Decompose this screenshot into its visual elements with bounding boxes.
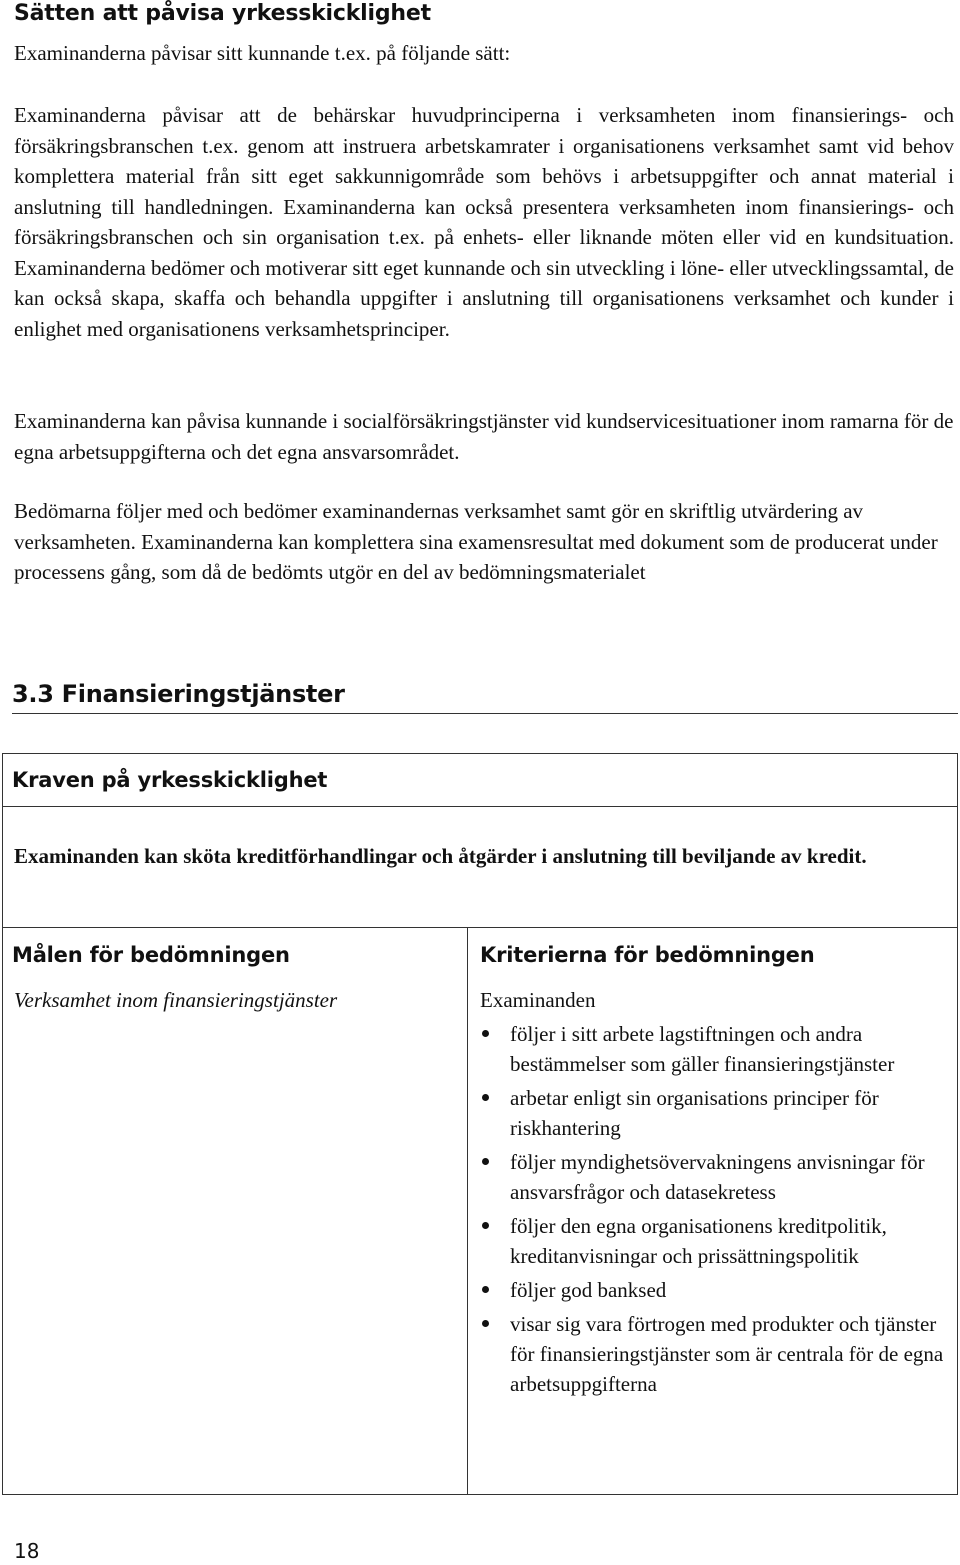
criteria-intro: Examinanden bbox=[480, 988, 596, 1012]
criteria-item: följer god banksed bbox=[480, 1275, 950, 1305]
criteria-item: arbetar enligt sin organisations principer för riskhantering bbox=[480, 1083, 950, 1143]
criteria-item: visar sig vara förtrogen med produkter och tjänster för finansieringstjänster som är centrala för de egna arbetsuppgifterna bbox=[480, 1309, 950, 1399]
paragraph-social-insurance: Examinanderna kan påvisa kunnande i socialförsäkringstjänster vid kundservicesituationer inom ramarna för de egna arbetsuppgifterna och det egna ansvarsområdet. bbox=[14, 409, 954, 464]
section-title: 3.3 Finansieringstjänster bbox=[12, 680, 345, 708]
criteria-item: följer i sitt arbete lagstiftningen och andra bestämmelser som gäller finansieringstjänster bbox=[480, 1019, 950, 1079]
bullet-icon bbox=[482, 1030, 489, 1037]
section-divider bbox=[12, 713, 958, 714]
intro-paragraph: Examinanderna påvisar sitt kunnande t.ex. på följande sätt: bbox=[14, 41, 511, 65]
bullet-icon bbox=[482, 1320, 489, 1327]
criteria-heading: Kriterierna för bedömningen bbox=[480, 943, 815, 967]
requirement-text: Examinanden kan sköta kreditförhandlingar och åtgärder i anslutning till beviljande av kredit. bbox=[14, 844, 867, 868]
section-heading-methods: Sätten att påvisa yrkesskicklighet bbox=[14, 1, 431, 26]
bullet-icon bbox=[482, 1094, 489, 1101]
criteria-list bbox=[480, 1019, 950, 1403]
goals-heading: Målen för bedömningen bbox=[12, 943, 290, 967]
bullet-icon bbox=[482, 1286, 489, 1293]
paragraph-assessors: Bedömarna följer med och bedömer examinandernas verksamhet samt gör en skriftlig utvärdering av verksamheten. Examinanderna kan komplettera sina examensresultat med dokument som de producerat under processens gång, som då de bedömts utgör en del av bedömningsmaterialet bbox=[14, 499, 938, 584]
bullet-icon bbox=[482, 1158, 489, 1165]
criteria-item: följer den egna organisationens kreditpolitik, kreditanvisningar och prissättningspolitik bbox=[480, 1211, 950, 1271]
requirements-heading: Kraven på yrkesskicklighet bbox=[12, 768, 328, 792]
paragraph-demonstration: Examinanderna påvisar att de behärskar huvudprinciperna i verksamheten inom finansierings- och försäkringsbranschen t.ex. genom att instruera arbetskamrater i organisationens verksamhet samt vid behov komplettera material från sitt eget sakkunnigområde som behövs i arbetsuppgifter och annat material i anslutning till handledningen. Examinanderna kan också presentera verksamheten inom finansierings- och försäkringsbranschen och sin organisation t.ex. på enhets- eller liknande möten eller vid en kundsituation. Examinanderna bedömer och motiverar sitt eget kunnande och sin utveckling i löne- eller utvecklingssamtal, de kan också skapa, skaffa och behandla uppgifter i anslutning till organisationens verksamhet och kunder i enlighet med organisationens verksamhetsprinciper. bbox=[14, 103, 954, 341]
goals-text: Verksamhet inom finansieringstjänster bbox=[14, 988, 338, 1012]
criteria-item: följer myndighetsövervakningens anvisningar för ansvarsfrågor och datasekretess bbox=[480, 1147, 950, 1207]
bullet-icon bbox=[482, 1222, 489, 1229]
page-number: 18 bbox=[14, 1539, 40, 1563]
